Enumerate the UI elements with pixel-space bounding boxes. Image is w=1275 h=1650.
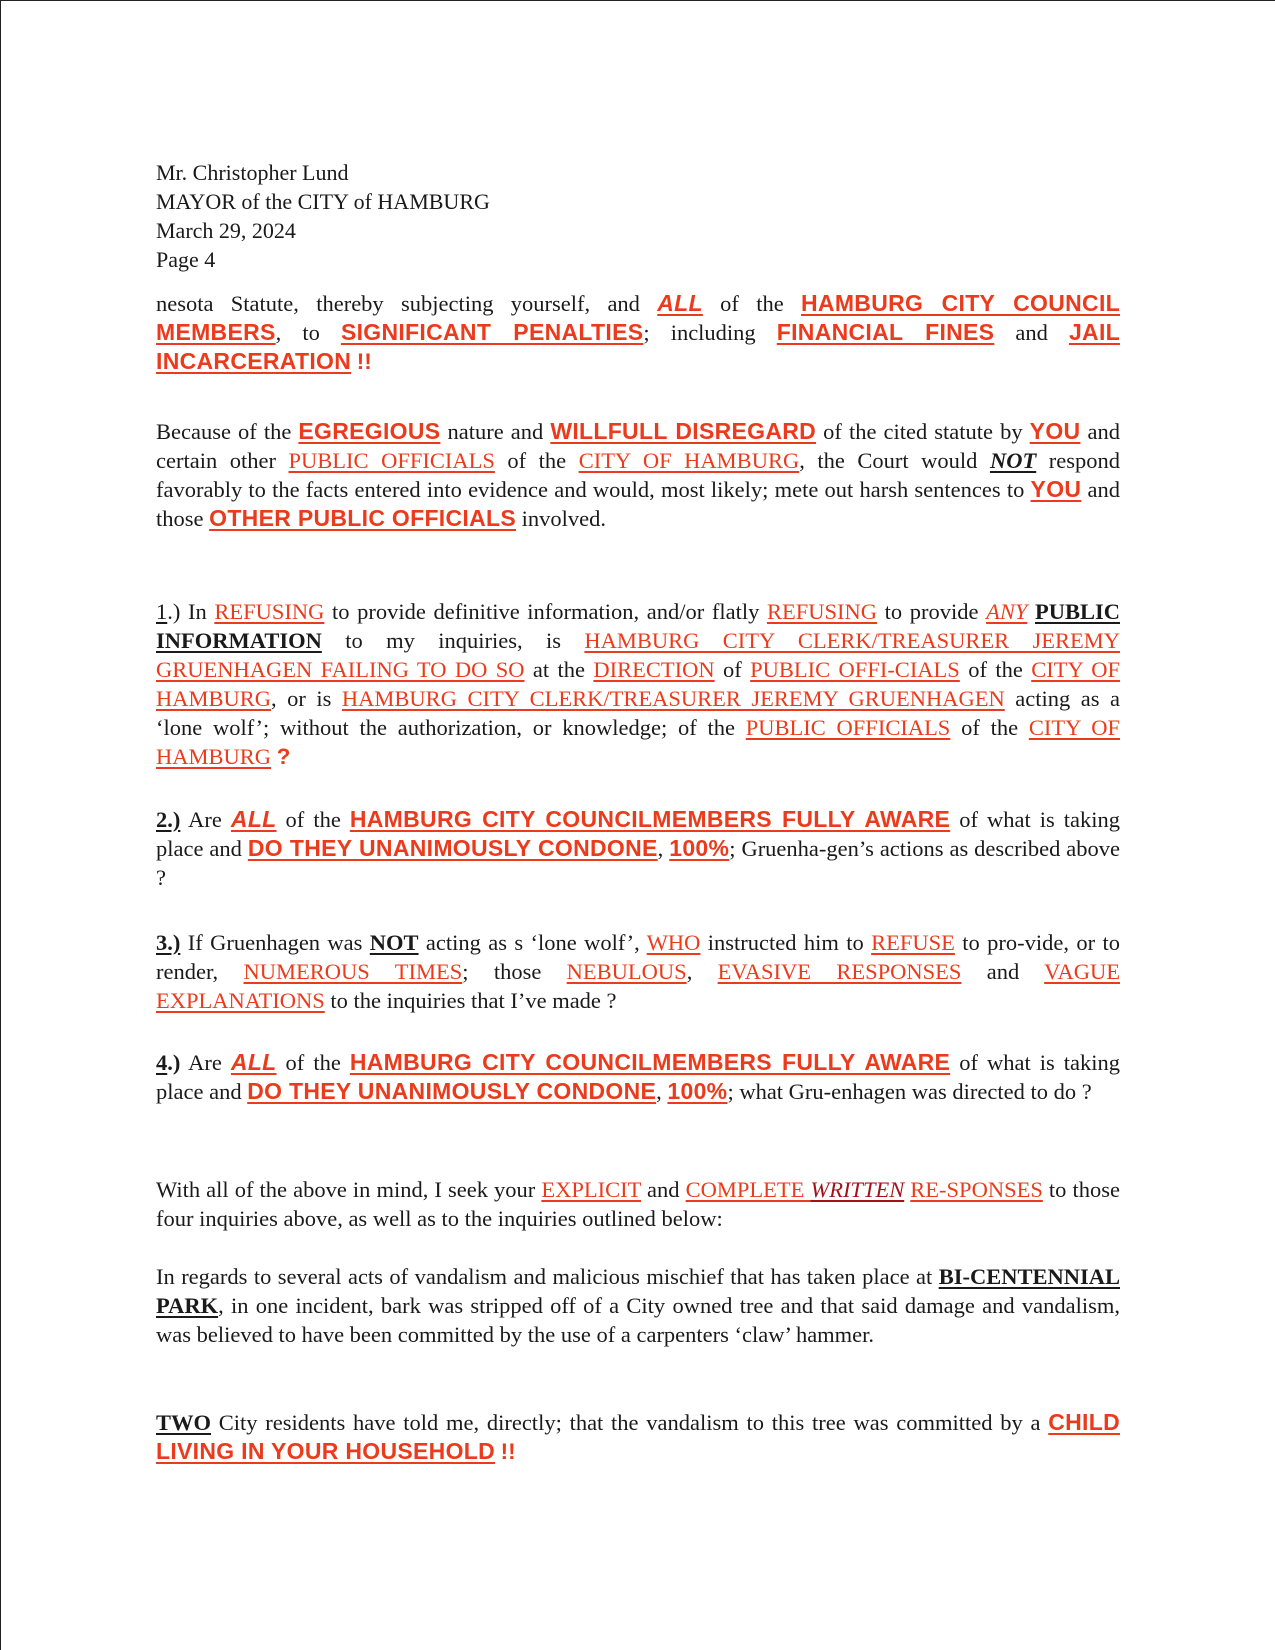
- text: to provide: [877, 599, 987, 624]
- emphasis-jail: JAIL INCARCERATION: [156, 319, 1120, 374]
- emphasis-you: YOU: [1030, 476, 1082, 502]
- text: at the: [524, 657, 594, 682]
- text: ,: [686, 959, 718, 984]
- emphasis-refusing: REFUSING: [766, 599, 877, 624]
- emphasis-all: ALL: [230, 806, 277, 832]
- emphasis-any: ANY: [986, 599, 1028, 624]
- emphasis-written: WRITTEN: [810, 1177, 905, 1202]
- emphasis-city: CITY OF HAMBURG: [156, 657, 1121, 711]
- text: Are: [180, 1050, 231, 1075]
- emphasis-other-officials: OTHER PUBLIC OFFICIALS: [209, 505, 516, 531]
- text: In regards to several acts of vandalism and malicious mischief that has taken place at: [156, 1264, 939, 1289]
- emphasis-public-officials: PUBLIC OFFICIALS: [745, 715, 951, 740]
- letter-header: [156, 158, 490, 274]
- text: ; including: [643, 320, 777, 345]
- text: of the: [950, 715, 1029, 740]
- emphasis-nebulous: NEBULOUS: [566, 959, 687, 984]
- paragraph-egregious: [156, 417, 1120, 533]
- text: to the inquiries that I’ve made ?: [324, 988, 617, 1013]
- emphasis-not: NOT: [369, 930, 419, 955]
- text: , the Court would: [799, 448, 990, 473]
- emphasis-refuse: REFUSE: [871, 930, 955, 955]
- emphasis-who: WHO: [646, 930, 701, 955]
- emphasis-public-information: PUBLIC INFORMATION: [156, 599, 1120, 653]
- text: to those four inquiries above, as well as to the inquiries outlined below:: [156, 1177, 1120, 1231]
- emphasis-you: YOU: [1029, 418, 1081, 444]
- inquiry-number: 2.): [156, 807, 181, 832]
- emphasis-refusing: REFUSING: [214, 599, 325, 624]
- page-number: Page 4: [156, 247, 216, 272]
- inquiry-number: 4: [156, 1050, 168, 1075]
- emphasis-two: TWO: [156, 1410, 212, 1435]
- paragraph-residents: [156, 1408, 1120, 1466]
- emphasis-clerk: HAMBURG CITY CLERK/TREASURER JEREMY GRUENHAGEN: [341, 686, 1005, 711]
- emphasis-percent: 100%: [667, 1078, 728, 1104]
- emphasis-city: CITY OF HAMBURG: [578, 448, 800, 473]
- text: of the: [494, 448, 579, 473]
- text: acting as s ‘lone wolf’,: [418, 930, 647, 955]
- text: With all of the above in mind, I seek your: [156, 1177, 542, 1202]
- text: acting as a ‘lone wolf’; without the authorization, or knowledge; of the: [156, 686, 1120, 740]
- text: [1027, 599, 1035, 624]
- emphasis-all: ALL: [657, 290, 703, 316]
- paragraph-request: [156, 1175, 1120, 1233]
- inquiry-4: [156, 1048, 1120, 1106]
- exclamation: !!: [500, 1439, 516, 1464]
- exclamation: !!: [356, 349, 372, 374]
- emphasis-council-aware: HAMBURG CITY COUNCILMEMBERS FULLY AWARE: [349, 806, 951, 832]
- text: and certain other: [156, 419, 1120, 473]
- emphasis-evasive: EVASIVE RESPONSES: [717, 959, 962, 984]
- emphasis-child: CHILD LIVING IN YOUR HOUSEHOLD: [156, 1409, 1120, 1464]
- text: to my inquiries, is: [321, 628, 585, 653]
- emphasis-council-aware: HAMBURG CITY COUNCILMEMBERS FULLY AWARE: [349, 1049, 951, 1075]
- text: ; those: [462, 959, 567, 984]
- emphasis-condone: DO THEY UNANIMOUSLY CONDONE: [247, 835, 658, 861]
- text: to pro-vide, or to render,: [156, 930, 1120, 984]
- paragraph-penalties: [156, 289, 1120, 376]
- text: of: [714, 657, 751, 682]
- emphasis-vague: VAGUE EXPLANATIONS: [156, 959, 1120, 1013]
- emphasis-explicit: EXPLICIT: [541, 1177, 641, 1202]
- text: of the: [276, 1050, 350, 1075]
- emphasis-egregious: EGREGIOUS: [298, 418, 441, 444]
- emphasis-public-officials: PUBLIC OFFI-CIALS: [750, 657, 960, 682]
- text: and: [961, 959, 1045, 984]
- text: involved.: [516, 506, 606, 531]
- letter-date: March 29, 2024: [156, 218, 296, 243]
- text: , in one incident, bark was stripped off of a City owned tree and that said damage and vandalism, was believed to have been committed by the use of a carpenters ‘claw’ hammer.: [156, 1293, 1120, 1347]
- emphasis-park: BI-CENTENNIAL PARK: [156, 1264, 1120, 1318]
- emphasis-responses: RE-SPONSES: [910, 1177, 1043, 1202]
- text: and: [994, 320, 1069, 345]
- emphasis-percent: 100%: [669, 835, 730, 861]
- emphasis-disregard: WILLFULL DISREGARD: [550, 418, 817, 444]
- recipient-name: Mr. Christopher Lund: [156, 160, 349, 185]
- emphasis-public-officials: PUBLIC OFFICIALS: [288, 448, 495, 473]
- emphasis-numerous-times: NUMEROUS TIMES: [243, 959, 463, 984]
- emphasis-direction: DIRECTION: [593, 657, 715, 682]
- text: of what is taking place and: [156, 1050, 1120, 1104]
- text: Are: [180, 807, 231, 832]
- text: ; what Gru-enhagen was directed to do ?: [727, 1079, 1092, 1104]
- text: of the cited statute by: [816, 419, 1030, 444]
- emphasis-not: NOT: [989, 448, 1037, 473]
- emphasis-fines: FINANCIAL FINES: [776, 319, 995, 345]
- emphasis-council-members: HAMBURG CITY COUNCIL MEMBERS: [156, 290, 1121, 345]
- text: and: [640, 1177, 686, 1202]
- text: ; Gruenha-gen’s actions as described above ?: [156, 836, 1121, 890]
- emphasis-condone: DO THEY UNANIMOUSLY CONDONE: [247, 1078, 657, 1104]
- text: .): [167, 1050, 181, 1075]
- text: , or is: [271, 686, 342, 711]
- text: nesota Statute, thereby subjecting yourself, and: [156, 291, 658, 316]
- text: ,: [657, 836, 670, 861]
- text: If Gruenhagen was: [180, 930, 370, 955]
- text: respond favorably to the facts entered into evidence and would, most likely; mete out harsh sentences to: [156, 448, 1120, 502]
- paragraph-vandalism: [156, 1262, 1120, 1349]
- emphasis-clerk: HAMBURG CITY CLERK/TREASURER JEREMY GRUENHAGEN FAILING TO DO SO: [156, 628, 1120, 682]
- question-mark: ?: [276, 744, 291, 769]
- text: City residents have told me, directly; that the vandalism to this tree was committed by a: [211, 1410, 1049, 1435]
- text: to provide definitive information, and/or flatly: [324, 599, 767, 624]
- inquiry-1: [156, 597, 1120, 771]
- text: Because of the: [156, 419, 299, 444]
- emphasis-city: CITY OF HAMBURG: [156, 715, 1121, 769]
- text: of the: [959, 657, 1032, 682]
- text: .) In: [167, 599, 215, 624]
- text: and those: [156, 477, 1120, 531]
- inquiry-3: [156, 928, 1120, 1015]
- text: of the: [276, 807, 350, 832]
- emphasis-all: ALL: [230, 1049, 277, 1075]
- text: instructed him to: [700, 930, 872, 955]
- inquiry-2: [156, 805, 1120, 892]
- text: of what is taking place and: [156, 807, 1120, 861]
- text: , to: [275, 320, 341, 345]
- inquiry-number: 1: [156, 599, 168, 624]
- text: of the: [702, 291, 802, 316]
- text: nature and: [440, 419, 551, 444]
- emphasis-penalties: SIGNIFICANT PENALTIES: [340, 319, 644, 345]
- emphasis-complete: COMPLETE: [685, 1177, 811, 1202]
- text: ,: [656, 1079, 668, 1104]
- recipient-title: MAYOR of the CITY of HAMBURG: [156, 189, 490, 214]
- inquiry-number: 3.): [156, 930, 181, 955]
